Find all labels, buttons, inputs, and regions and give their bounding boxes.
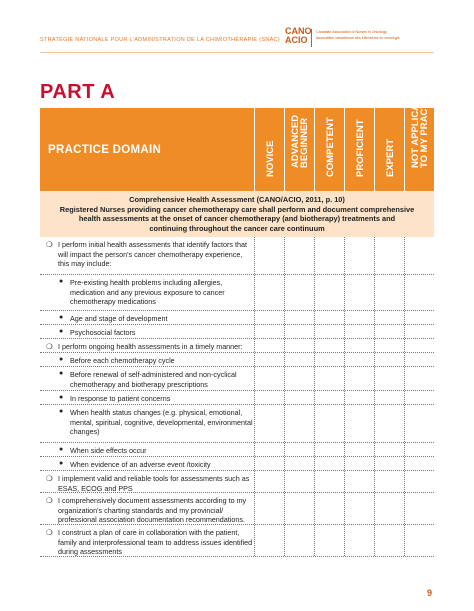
rating-cell-competent[interactable]: [314, 457, 345, 470]
rating-cell-expert[interactable]: [374, 275, 405, 310]
rating-cell-novice[interactable]: [254, 353, 285, 366]
rating-cell-novice[interactable]: [254, 367, 285, 390]
intro-line: health assessments at the onset of cancer chemotherapy (and biotherapy) treatments and: [78, 214, 396, 223]
rating-cell-expert[interactable]: [374, 237, 405, 274]
row-text: In response to patient concerns: [70, 394, 171, 403]
rating-cell-not-applicable[interactable]: [404, 391, 435, 404]
column-header-label: ADVANCED BEGINNER: [290, 114, 310, 168]
rating-cell-advanced-beginner[interactable]: [284, 311, 315, 324]
row-text: Pre-existing health problems including allergies, medication and any previous exposure to cancer chemotherapy medications: [70, 278, 225, 306]
assessment-item-row: [40, 471, 434, 493]
column-header-label: NOVICE: [265, 140, 276, 177]
rating-cell-not-applicable[interactable]: [404, 471, 435, 492]
rating-cell-proficient[interactable]: [344, 493, 375, 524]
section-intro: [40, 191, 434, 237]
rating-cell-proficient[interactable]: [344, 443, 375, 456]
bullet-icon: ●: [59, 446, 64, 453]
column-header-not-applicable: [404, 84, 435, 191]
assessment-subitem-row: [40, 311, 434, 325]
rating-cell-competent[interactable]: [314, 311, 345, 324]
logo-mark: CANO ACIO: [285, 26, 312, 45]
row-text: When side effects occur: [70, 446, 147, 455]
rating-cell-expert[interactable]: [374, 311, 405, 324]
assessment-item-row: [40, 237, 434, 275]
rating-cell-novice[interactable]: [254, 493, 285, 524]
rating-cell-advanced-beginner[interactable]: [284, 443, 315, 456]
rating-cell-not-applicable[interactable]: [404, 525, 435, 556]
rating-cell-competent[interactable]: [314, 471, 345, 492]
bullet-icon: ●: [59, 394, 64, 401]
intro-line: Registered Nurses providing cancer chemotherapy care shall perform and document comprehensive: [59, 204, 415, 214]
rating-cell-competent[interactable]: [314, 405, 345, 442]
rating-cell-advanced-beginner[interactable]: [284, 353, 315, 366]
rating-cell-competent[interactable]: [314, 339, 345, 352]
rating-cell-competent[interactable]: [314, 367, 345, 390]
rating-cell-expert[interactable]: [374, 339, 405, 352]
rating-cell-competent[interactable]: [314, 525, 345, 556]
rating-cell-expert[interactable]: [374, 325, 405, 338]
row-text: Psychosocial factors: [70, 328, 136, 337]
rating-cell-competent[interactable]: [314, 353, 345, 366]
rating-cell-proficient[interactable]: [344, 367, 375, 390]
rating-cell-novice[interactable]: [254, 457, 285, 470]
part-title: PART A: [40, 81, 116, 103]
rating-cell-advanced-beginner[interactable]: [284, 325, 315, 338]
column-header-novice: [254, 108, 285, 191]
circle-checkbox-icon: ❍: [46, 342, 53, 351]
assessment-subitem-row: [40, 405, 434, 443]
page-number: 9: [427, 588, 433, 598]
rating-cell-not-applicable[interactable]: [404, 353, 435, 366]
rating-cell-competent[interactable]: [314, 275, 345, 310]
row-text: I implement valid and reliable tools for assessments such as ESAS, ECOG and PPS: [58, 474, 250, 493]
rating-cell-novice[interactable]: [254, 339, 285, 352]
intro-line: Comprehensive Health Assessment (CANO/ACIO, 2011, p. 10): [129, 195, 345, 204]
circle-checkbox-icon: ❍: [46, 240, 53, 249]
rating-cell-not-applicable[interactable]: [404, 405, 435, 442]
rating-cell-not-applicable[interactable]: [404, 275, 435, 310]
rating-cell-competent[interactable]: [314, 391, 345, 404]
column-header-expert: [374, 108, 405, 191]
rating-cell-not-applicable[interactable]: [404, 367, 435, 390]
bullet-icon: ●: [59, 328, 64, 335]
rating-cell-novice[interactable]: [254, 325, 285, 338]
column-header-proficient: [344, 108, 375, 191]
column-header-label: PROFICIENT: [355, 119, 366, 177]
rating-cell-novice[interactable]: [254, 311, 285, 324]
rating-cell-advanced-beginner[interactable]: [284, 391, 315, 404]
rating-cell-expert[interactable]: [374, 443, 405, 456]
bullet-icon: ●: [59, 408, 64, 415]
assessment-subitem-row: [40, 391, 434, 405]
rating-cell-expert[interactable]: [374, 405, 405, 442]
bullet-icon: ●: [59, 278, 64, 285]
rating-cell-expert[interactable]: [374, 353, 405, 366]
rating-cell-not-applicable[interactable]: [404, 493, 435, 524]
assessment-subitem-row: [40, 275, 434, 311]
rating-cell-advanced-beginner[interactable]: [284, 493, 315, 524]
header-divider: [40, 52, 434, 53]
rating-cell-expert[interactable]: [374, 493, 405, 524]
rating-cell-novice[interactable]: [254, 471, 285, 492]
rating-cell-not-applicable[interactable]: [404, 325, 435, 338]
row-text: When health status changes (e.g. physical, emotional, mental, spiritual, cognitive, developmental, environmental changes): [70, 408, 253, 436]
rating-cell-proficient[interactable]: [344, 339, 375, 352]
rating-cell-proficient[interactable]: [344, 391, 375, 404]
bullet-icon: ●: [59, 356, 64, 363]
rating-cell-not-applicable[interactable]: [404, 311, 435, 324]
rating-cell-advanced-beginner[interactable]: [284, 367, 315, 390]
circle-checkbox-icon: ❍: [46, 496, 53, 505]
row-text: I comprehensively document assessments according to my organization's charting standards and my provincial/ professional association documentation recommendations.: [58, 496, 247, 524]
rating-cell-proficient[interactable]: [344, 325, 375, 338]
cano-acio-logo: [285, 27, 445, 49]
circle-checkbox-icon: ❍: [46, 528, 53, 537]
assessment-subitem-row: [40, 353, 434, 367]
rating-cell-advanced-beginner[interactable]: [284, 405, 315, 442]
rating-cell-advanced-beginner[interactable]: [284, 457, 315, 470]
rating-cell-competent[interactable]: [314, 443, 345, 456]
row-text: I perform initial health assessments that identify factors that will impact the person's cancer chemotherapy experience, this may include:: [58, 240, 247, 268]
rating-cell-competent[interactable]: [314, 493, 345, 524]
rating-cell-not-applicable[interactable]: [404, 339, 435, 352]
assessment-subitem-row: [40, 325, 434, 339]
rating-cell-not-applicable[interactable]: [404, 443, 435, 456]
rating-cell-advanced-beginner[interactable]: [284, 525, 315, 556]
rating-cell-competent[interactable]: [314, 237, 345, 274]
bullet-icon: ●: [59, 460, 64, 467]
rating-cell-competent[interactable]: [314, 325, 345, 338]
rating-cell-novice[interactable]: [254, 443, 285, 456]
column-header-label: EXPERT: [385, 138, 396, 177]
assessment-subitem-row: [40, 443, 434, 457]
rating-cell-expert[interactable]: [374, 391, 405, 404]
rating-cell-novice[interactable]: [254, 391, 285, 404]
rating-cell-not-applicable[interactable]: [404, 237, 435, 274]
column-header-competent: [314, 108, 345, 191]
practice-domain-label: PRACTICE DOMAIN: [48, 144, 162, 156]
rating-cell-expert[interactable]: [374, 525, 405, 556]
rating-cell-expert[interactable]: [374, 457, 405, 470]
intro-line: continuing throughout the cancer care continuum: [149, 223, 325, 233]
rating-cell-advanced-beginner[interactable]: [284, 339, 315, 352]
assessment-item-row: [40, 525, 434, 557]
running-header: STRATÉGIE NATIONALE POUR L'ADMINISTRATION DE LA CHIMIOTHÉRAPIE (SNAC): [40, 37, 280, 43]
bullet-icon: ●: [59, 314, 64, 321]
rating-cell-proficient[interactable]: [344, 405, 375, 442]
rating-cell-proficient[interactable]: [344, 471, 375, 492]
rating-cell-expert[interactable]: [374, 471, 405, 492]
rating-cell-novice[interactable]: [254, 237, 285, 274]
assessment-item-row: [40, 339, 434, 353]
column-header-advanced-beginner: [284, 108, 315, 191]
assessment-subitem-row: [40, 457, 434, 471]
rating-cell-novice[interactable]: [254, 525, 285, 556]
rating-cell-proficient[interactable]: [344, 311, 375, 324]
row-text: Age and stage of development: [70, 314, 168, 323]
assessment-subitem-row: [40, 367, 434, 391]
rating-cell-advanced-beginner[interactable]: [284, 275, 315, 310]
row-text: Before renewal of self-administered and non-cyclical chemotherapy and biotherapy prescriptions: [70, 370, 237, 389]
rating-cell-proficient[interactable]: [344, 457, 375, 470]
rating-cell-expert[interactable]: [374, 367, 405, 390]
bullet-icon: ●: [59, 370, 64, 377]
logo-text-fr: Association canadienne des infirmières en oncologie: [316, 36, 400, 40]
logo-text-en: Canadian Association of Nurses in Oncology: [316, 30, 387, 34]
rating-cell-not-applicable[interactable]: [404, 457, 435, 470]
column-header-label: NOT APPLICABLE TO MY PRACTICE: [410, 84, 430, 168]
logo-divider: [311, 29, 312, 47]
row-text: When evidence of an adverse event /toxicity: [70, 460, 211, 469]
row-text: I construct a plan of care in collaboration with the patient, family and interprofessional team to address issues identified during assessments: [58, 528, 253, 556]
row-text: Before each chemotherapy cycle: [70, 356, 175, 365]
rating-cell-proficient[interactable]: [344, 237, 375, 274]
rating-cell-novice[interactable]: [254, 405, 285, 442]
rating-cell-advanced-beginner[interactable]: [284, 237, 315, 274]
row-text: I perform ongoing health assessments in a timely manner:: [58, 342, 243, 351]
table-body: [40, 237, 434, 557]
rating-cell-advanced-beginner[interactable]: [284, 471, 315, 492]
rating-cell-proficient[interactable]: [344, 353, 375, 366]
rating-cell-novice[interactable]: [254, 275, 285, 310]
column-header-label: COMPETENT: [325, 117, 336, 177]
rating-cell-proficient[interactable]: [344, 525, 375, 556]
assessment-item-row: [40, 493, 434, 525]
circle-checkbox-icon: ❍: [46, 474, 53, 483]
rating-cell-proficient[interactable]: [344, 275, 375, 310]
